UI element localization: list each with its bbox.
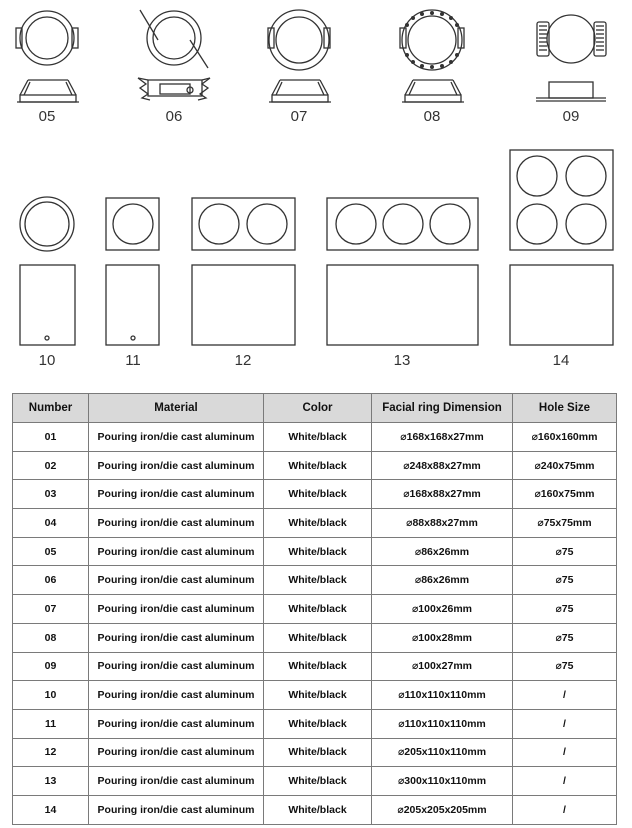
figure-label-08: 08 [423,108,441,125]
table-row [13,595,617,624]
table-row [13,423,617,452]
figure-08-drawing [400,10,464,102]
cell-number: 03 [13,480,89,509]
cell-material: Pouring iron/die cast aluminum [89,423,264,452]
table-row [13,738,617,767]
table-row [13,652,617,681]
table-row [13,709,617,738]
cell-number: 02 [13,451,89,480]
cell-facial-ring-dimension: ⌀168x168x27mm [372,423,513,452]
figure-13-drawing [327,198,478,345]
cell-material: Pouring iron/die cast aluminum [89,566,264,595]
cell-number: 04 [13,509,89,538]
figure-label-07: 07 [290,108,308,125]
cell-number: 01 [13,423,89,452]
cell-color: White/black [264,767,372,796]
cell-number: 14 [13,795,89,824]
figure-06-drawing [138,10,210,100]
cell-number: 06 [13,566,89,595]
table-header-row [13,394,617,423]
cell-hole-size: / [513,767,617,796]
cell-number: 09 [13,652,89,681]
cell-hole-size: ⌀75 [513,537,617,566]
figure-12-drawing [192,198,295,345]
figure-label-05: 05 [38,108,56,125]
figure-05-drawing [16,11,79,102]
cell-material: Pouring iron/die cast aluminum [89,537,264,566]
table-row [13,623,617,652]
cell-material: Pouring iron/die cast aluminum [89,652,264,681]
figure-label-13: 13 [393,352,411,369]
cell-hole-size: / [513,709,617,738]
cell-hole-size: ⌀75 [513,623,617,652]
cell-color: White/black [264,681,372,710]
cell-color: White/black [264,480,372,509]
figure-label-06: 06 [165,108,183,125]
cell-hole-size: ⌀75 [513,595,617,624]
cell-facial-ring-dimension: ⌀100x27mm [372,652,513,681]
header-material: Material [89,394,264,423]
cell-number: 11 [13,709,89,738]
cell-color: White/black [264,566,372,595]
cell-hole-size: ⌀160x75mm [513,480,617,509]
product-drawings [0,0,632,380]
cell-material: Pouring iron/die cast aluminum [89,795,264,824]
cell-material: Pouring iron/die cast aluminum [89,480,264,509]
table-row [13,795,617,824]
table-row [13,480,617,509]
cell-number: 08 [13,623,89,652]
table-row [13,537,617,566]
figure-14-drawing [510,150,613,345]
cell-color: White/black [264,537,372,566]
cell-color: White/black [264,423,372,452]
cell-material: Pouring iron/die cast aluminum [89,709,264,738]
figure-label-11: 11 [125,352,141,369]
cell-material: Pouring iron/die cast aluminum [89,623,264,652]
table-row [13,566,617,595]
cell-facial-ring-dimension: ⌀110x110x110mm [372,681,513,710]
cell-material: Pouring iron/die cast aluminum [89,738,264,767]
table-body [13,423,617,825]
figure-label-10: 10 [38,352,56,369]
cell-hole-size: ⌀75 [513,652,617,681]
cell-facial-ring-dimension: ⌀88x88x27mm [372,509,513,538]
figure-label-09: 09 [562,108,580,125]
cell-material: Pouring iron/die cast aluminum [89,681,264,710]
figure-09-drawing [536,15,606,101]
cell-color: White/black [264,652,372,681]
cell-color: White/black [264,509,372,538]
cell-material: Pouring iron/die cast aluminum [89,595,264,624]
cell-hole-size: ⌀75x75mm [513,509,617,538]
cell-number: 10 [13,681,89,710]
cell-number: 07 [13,595,89,624]
cell-material: Pouring iron/die cast aluminum [89,451,264,480]
cell-number: 12 [13,738,89,767]
cell-color: White/black [264,451,372,480]
cell-facial-ring-dimension: ⌀86x26mm [372,537,513,566]
table-row [13,767,617,796]
cell-facial-ring-dimension: ⌀300x110x110mm [372,767,513,796]
figure-label-14: 14 [552,352,570,369]
cell-hole-size: ⌀240x75mm [513,451,617,480]
cell-facial-ring-dimension: ⌀205x110x110mm [372,738,513,767]
cell-color: White/black [264,595,372,624]
table-row [13,509,617,538]
header-color: Color [264,394,372,423]
header-hole-size: Hole Size [513,394,617,423]
cell-facial-ring-dimension: ⌀205x205x205mm [372,795,513,824]
cell-color: White/black [264,795,372,824]
cell-number: 13 [13,767,89,796]
cell-facial-ring-dimension: ⌀86x26mm [372,566,513,595]
figure-label-12: 12 [234,352,252,369]
figure-10-drawing [20,197,75,345]
cell-hole-size: / [513,795,617,824]
cell-hole-size: ⌀160x160mm [513,423,617,452]
cell-color: White/black [264,738,372,767]
cell-material: Pouring iron/die cast aluminum [89,509,264,538]
cell-facial-ring-dimension: ⌀100x28mm [372,623,513,652]
cell-hole-size: / [513,681,617,710]
spec-table [12,393,617,825]
cell-number: 05 [13,537,89,566]
cell-material: Pouring iron/die cast aluminum [89,767,264,796]
cell-facial-ring-dimension: ⌀248x88x27mm [372,451,513,480]
header-number: Number [13,394,89,423]
cell-hole-size: ⌀75 [513,566,617,595]
table-row [13,681,617,710]
figure-07-drawing [268,10,331,102]
cell-facial-ring-dimension: ⌀168x88x27mm [372,480,513,509]
cell-color: White/black [264,709,372,738]
cell-facial-ring-dimension: ⌀110x110x110mm [372,709,513,738]
figure-11-drawing [106,198,159,345]
cell-color: White/black [264,623,372,652]
cell-hole-size: / [513,738,617,767]
cell-facial-ring-dimension: ⌀100x26mm [372,595,513,624]
table-row [13,451,617,480]
header-facial-ring-dimension: Facial ring Dimension [372,394,513,423]
